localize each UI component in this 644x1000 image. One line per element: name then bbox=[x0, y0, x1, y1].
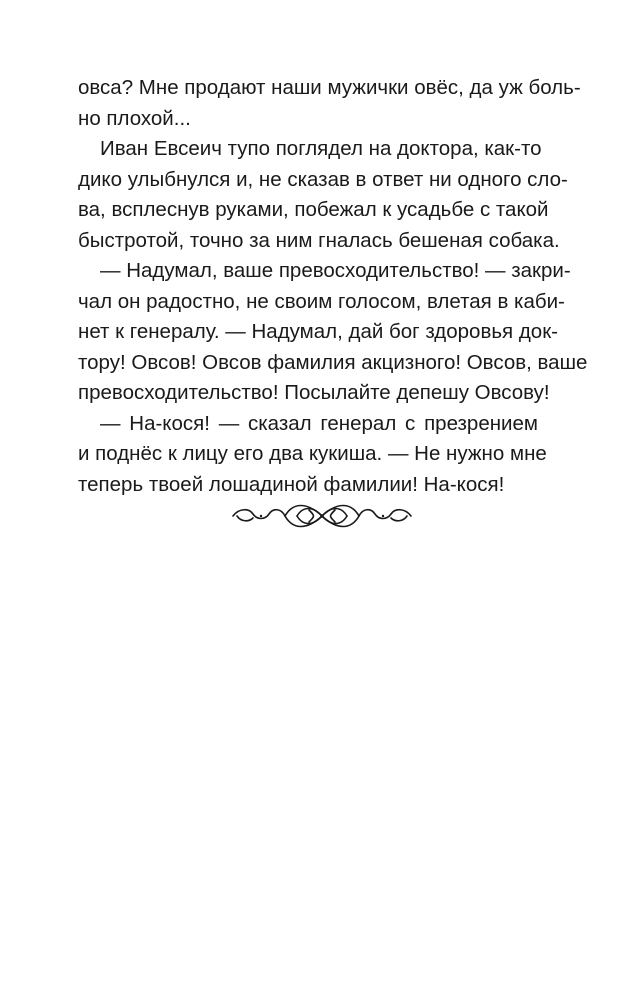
text-line: теперь твоей лошадиной фамилии! На-кося! bbox=[78, 472, 505, 496]
paragraph bbox=[78, 134, 568, 256]
text-line: чал он радостно, не своим голосом, влетая в каби- bbox=[78, 289, 565, 313]
text-line: быстротой, точно за ним гналась бешеная собака. bbox=[78, 228, 560, 252]
paragraph bbox=[78, 409, 547, 501]
text-line: тору! Овсов! Овсов фамилия акцизного! Овсов, ваше bbox=[78, 350, 588, 374]
text-line: но плохой... bbox=[78, 106, 191, 130]
text-line: нет к генералу. — Надумал, дай бог здоровья док- bbox=[78, 320, 558, 343]
text-line: — Надумал, ваше превосходительство! — закри- bbox=[100, 259, 571, 282]
text-body bbox=[78, 73, 588, 500]
text-line: превосходительство! Посылайте депешу Овсову! bbox=[78, 381, 550, 404]
paragraph bbox=[78, 256, 588, 409]
text-line: овса? Мне продают наши мужички овёс, да уж боль- bbox=[78, 76, 581, 99]
decorative-flourish-icon bbox=[231, 496, 413, 536]
text-line: — На-кося! — сказал генерал с презрением bbox=[100, 411, 538, 435]
text-line: ва, всплеснув руками, побежал к усадьбе с такой bbox=[78, 198, 549, 221]
paragraph bbox=[78, 73, 581, 134]
text-line: дико улыбнулся и, не сказав в ответ ни одного сло- bbox=[78, 167, 568, 191]
text-line: Иван Евсеич тупо поглядел на доктора, как-то bbox=[100, 137, 542, 160]
text-line: и поднёс к лицу его два кукиша. — Не нужно мне bbox=[78, 442, 547, 465]
